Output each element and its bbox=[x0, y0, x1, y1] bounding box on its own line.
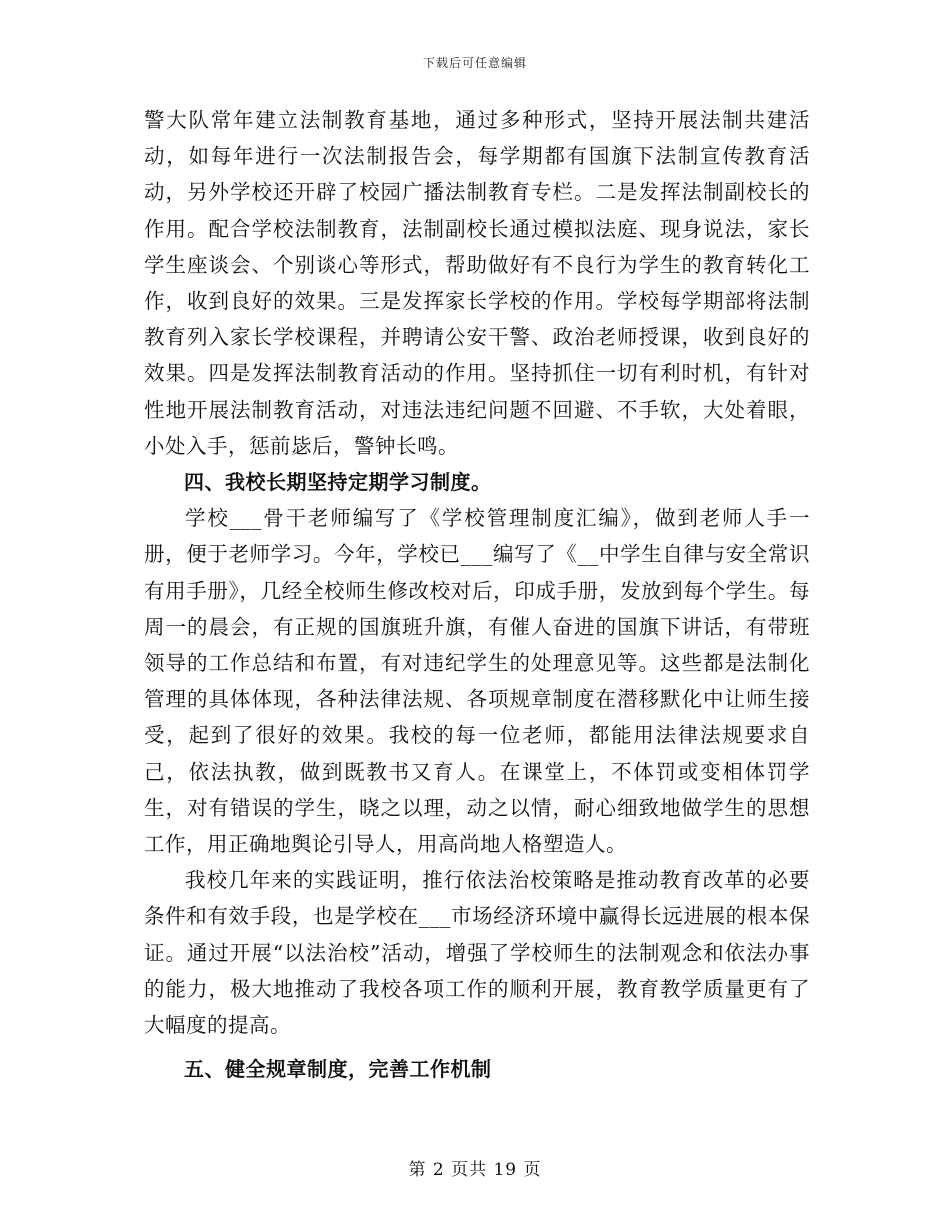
paragraph-practice-proof: 我校几年来的实践证明，推行依法治校策略是推动教育改革的必要条件和有效手段，也是学校在___市场经济环境中赢得长远进展的根本保证。通过开展“以法治校”活动，增强了学校师生的法制观念和依法办事的能力，极大地推动了我校各项工作的顺利开展，教育教学质量更有了大幅度的提高。 bbox=[144, 868, 810, 1038]
page-footer: 第 2 页共 19 页 bbox=[408, 1160, 542, 1180]
page-header: 下载后可任意编辑 bbox=[422, 56, 527, 70]
document-body bbox=[144, 102, 810, 1087]
paragraph-continued: 警大队常年建立法制教育基地，通过多种形式，坚持开展法制共建活动，如每年进行一次法制报告会，每学期都有国旗下法制宣传教育活动，另外学校还开辟了校园广播法制教育专栏。二是发挥法制副校长的作用。配合学校法制教育，法制副校长通过模拟法庭、现身说法，家长学生座谈会、个别谈心等形式，帮助做好有不良行为学生的教育转化工作，收到良好的效果。三是发挥家长学校的作用。学校每学期部将法制教育列入家长学校课程，并聘请公安干警、政治老师授课，收到良好的效果。四是发挥法制教育活动的作用。坚持抓住一切有利时机，有针对性地开展法制教育活动，对违法违纪问题不回避、不手软，大处着眼，小处入手，惩前毖后，警钟长鸣。 bbox=[144, 108, 810, 458]
paragraph-study-system: 学校___骨干老师编写了《学校管理制度汇编》，做到老师人手一册，便于老师学习。今年，学校已___编写了《__中学生自律与安全常识有用手册》，几经全校师生修改校对后，印成手册，发放到每个学生。每周一的晨会，有正规的国旗班升旗，有催人奋进的国旗下讲话，有带班领导的工作总结和布置，有对违纪学生的处理意见等。这些都是法制化管理的具体体现，各种法律法规、各项规章制度在潜移默化中让师生接受，起到了很好的效果。我校的每一位老师，都能用法律法规要求自己，依法执教，做到既教书又育人。在课堂上，不体罚或变相体罚学生，对有错误的学生，晓之以理，动之以情，耐心细致地做学生的思想工作，用正确地舆论引导人，用高尚地人格塑造人。 bbox=[144, 506, 810, 857]
section-heading-5: 五、健全规章制度，完善工作机制 bbox=[184, 1057, 492, 1082]
section-heading-4: 四、我校长期坚持定期学习制度。 bbox=[184, 470, 492, 495]
